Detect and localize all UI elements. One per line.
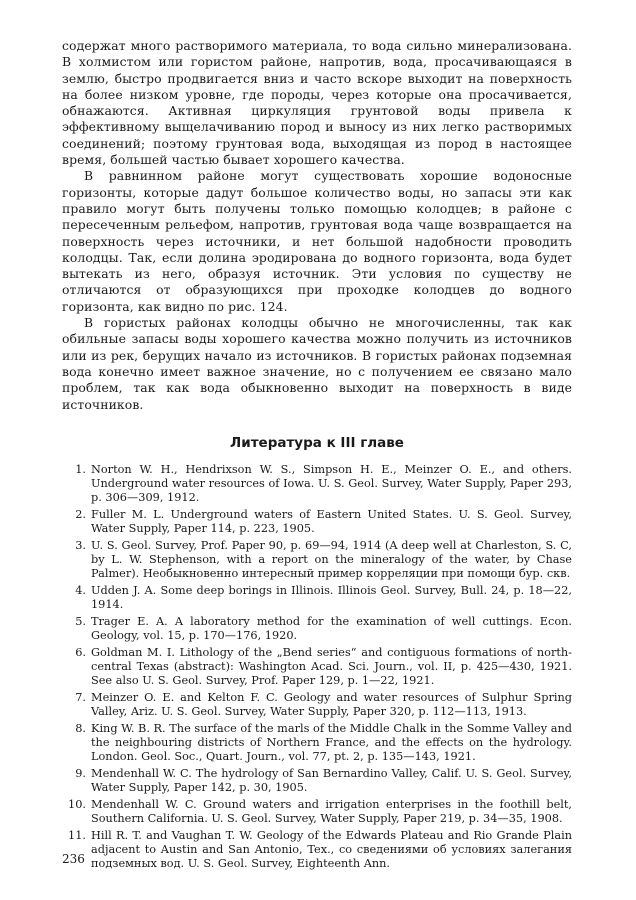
reference-number: 9. <box>75 766 86 780</box>
reference-number: 10. <box>68 797 86 811</box>
reference-number: 4. <box>75 583 86 597</box>
reference-item <box>62 463 572 506</box>
reference-text: Trager E. A. A laboratory method for the examination of well cuttings. Econ. Geology, vol. 15, p. 170—176, 1920. <box>91 614 572 643</box>
reference-item <box>62 722 572 765</box>
reference-text: Hill R. T. and Vaughan T. W. Geology of the Edwards Plateau and Rio Grande Plain adjacent to Austin and San Antonio, Tex., со сведениями об условиях залегания подземных вод. U. S. Geol. Survey, Eighteenth Ann. <box>91 828 572 871</box>
body-paragraph-1: содержат много растворимого материала, то вода сильно минерализована. В холмистом или гористом районе, напротив, вода, просачивающаяся в землю, быстро продвигается вниз и часто вскоре выходит на поверхность на более низком уровне, где породы, через которые она просачивается, обнажаются. Активная циркуляция грунтовой воды привела к эффективному выщелачиванию пород и выносу из них легко растворимых соединений; поэтому грунтовая вода, выходящая из пород в настоящее время, большей частью бывает хорошего качества. <box>62 38 572 168</box>
reference-number: 8. <box>75 721 86 735</box>
reference-text: Mendenhall W. C. The hydrology of San Bernardino Valley, Calif. U. S. Geol. Survey, Water Supply, Paper 142, p. 30, 1905. <box>91 766 572 795</box>
reference-item <box>62 615 572 643</box>
page-number: 236 <box>62 852 85 866</box>
reference-text: Mendenhall W. C. Ground waters and irrigation enterprises in the foothill belt, Southern California. U. S. Geol. Survey, Water Supply, Paper 219, p. 34—35, 1908. <box>91 797 572 825</box>
reference-text: Norton W. H., Hendrixson W. S., Simpson H. E., Meinzer O. E., and others. Underground water resources of Iowa. U. S. Geol. Survey, Water Supply, Paper 293, p. 306—309, 1912. <box>91 462 572 505</box>
body-paragraph-3: В гористых районах колодцы обычно не многочисленны, так как обильные запасы воды хорошего качества можно получить из источников или из рек, берущих начало из источников. В гористых районах подземная вода конечно имеет важное значение, но с получением ее связано мало проблем, так как вода обыкновенно выходит на поверхность в виде источников. <box>62 315 572 412</box>
section-heading: Литература к III главе <box>230 434 404 451</box>
reference-item <box>62 584 572 612</box>
reference-text: Meinzer O. E. and Kelton F. C. Geology and water resources of Sulphur Spring Valley, Ariz. U. S. Geol. Survey, Water Supply, Paper 320, p. 112—113, 1913. <box>91 690 572 719</box>
reference-text: Goldman M. I. Lithology of the „Bend series“ and contiguous formations of north-central Texas (abstract): Washington Acad. Sci. Journ., vol. II, p. 425—430, 1921. See also U. S. Geol. Survey, Prof. Paper 129, p. 1—22, 1921. <box>91 645 572 688</box>
page-body <box>62 38 572 874</box>
reference-text: Udden J. A. Some deep borings in Illinois. Illinois Geol. Survey, Bull. 24, p. 18—22, 1914. <box>91 583 572 612</box>
reference-item <box>62 767 572 795</box>
reference-text: U. S. Geol. Survey, Prof. Paper 90, p. 69—94, 1914 (A deep well at Charleston, S. C, by L. W. Stephenson, with a report on the mineralogy of the water, by Chase Palmer). Необыкновенно интересный пример корреляции при помощи бур. скв. <box>91 538 572 581</box>
reference-item <box>62 508 572 536</box>
body-paragraph-2: В равнинном районе могут существовать хорошие водоносные горизонты, которые дадут большое количество воды, но запасы эти как правило могут быть получены только помощью колодцев; в районе с пересеченным рельефом, напротив, грунтовая вода чаще возвращается на поверхность через источники, и нет большой надобности проводить колодцы. Так, если долина эродирована до водного горизонта, вода будет вытекать из него, образуя источник. Эти условия по существу не отличаются от образующихся при проходке колодцев до водного горизонта, как видно по рис. 124. <box>62 168 572 314</box>
reference-item <box>62 829 572 872</box>
reference-item <box>62 646 572 689</box>
reference-number: 3. <box>75 538 86 552</box>
reference-number: 5. <box>75 614 86 628</box>
reference-item <box>62 539 572 582</box>
reference-text: King W. B. R. The surface of the marls of the Middle Chalk in the Somme Valley and the neighbouring districts of Northern France, and the effects on the hydrology. London. Geol. Soc., Quart. Journ., vol. 77, pt. 2, p. 135—143, 1921. <box>91 721 572 764</box>
reference-item <box>62 691 572 719</box>
reference-number: 1. <box>75 462 86 476</box>
reference-number: 6. <box>75 645 86 659</box>
reference-list <box>62 463 572 871</box>
reference-number: 2. <box>75 507 86 521</box>
reference-number: 11. <box>68 828 86 842</box>
reference-item <box>62 798 572 826</box>
reference-text: Fuller M. L. Underground waters of Eastern United States. U. S. Geol. Survey, Water Supply, Paper 114, p. 223, 1905. <box>91 507 572 536</box>
reference-number: 7. <box>75 690 86 704</box>
